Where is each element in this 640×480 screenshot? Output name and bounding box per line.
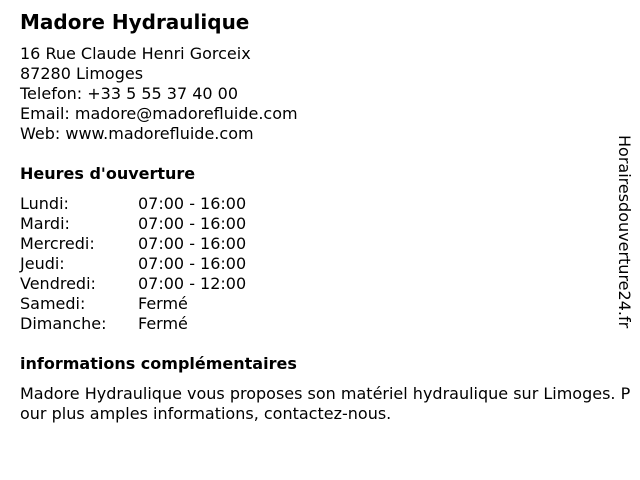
day-label: Vendredi: bbox=[20, 274, 96, 293]
watermark-site-name: Horairesdouverture24.fr bbox=[615, 135, 634, 329]
business-name: Madore Hydraulique bbox=[20, 10, 250, 34]
day-hours: 07:00 - 12:00 bbox=[138, 274, 247, 293]
day-label: Mercredi: bbox=[20, 234, 95, 253]
opening-hours-heading: Heures d'ouverture bbox=[20, 164, 196, 183]
day-label: Jeudi: bbox=[20, 254, 65, 273]
additional-info-text: Madore Hydraulique vous proposes son matériel hydraulique sur Limoges. Pour plus amples informations, contactez-nous. bbox=[20, 384, 631, 423]
day-hours: 07:00 - 16:00 bbox=[138, 254, 247, 273]
email-address: Email: madore@madorefluide.com bbox=[20, 104, 298, 123]
day-label: Dimanche: bbox=[20, 314, 107, 333]
day-hours: Fermé bbox=[138, 314, 188, 333]
website: Web: www.madorefluide.com bbox=[20, 124, 254, 143]
day-hours: 07:00 - 16:00 bbox=[138, 194, 247, 213]
day-label: Samedi: bbox=[20, 294, 86, 313]
day-hours: 07:00 - 16:00 bbox=[138, 234, 247, 253]
city-postcode: 87280 Limoges bbox=[20, 64, 144, 83]
contact-block bbox=[20, 44, 298, 144]
additional-info-heading: informations complémentaires bbox=[20, 354, 297, 373]
phone-number: Telefon: +33 5 55 37 40 00 bbox=[20, 84, 239, 103]
street-address: 16 Rue Claude Henri Gorceix bbox=[20, 44, 251, 63]
day-hours: Fermé bbox=[138, 294, 188, 313]
day-label: Lundi: bbox=[20, 194, 69, 213]
day-label: Mardi: bbox=[20, 214, 70, 233]
day-hours: 07:00 - 16:00 bbox=[138, 214, 247, 233]
